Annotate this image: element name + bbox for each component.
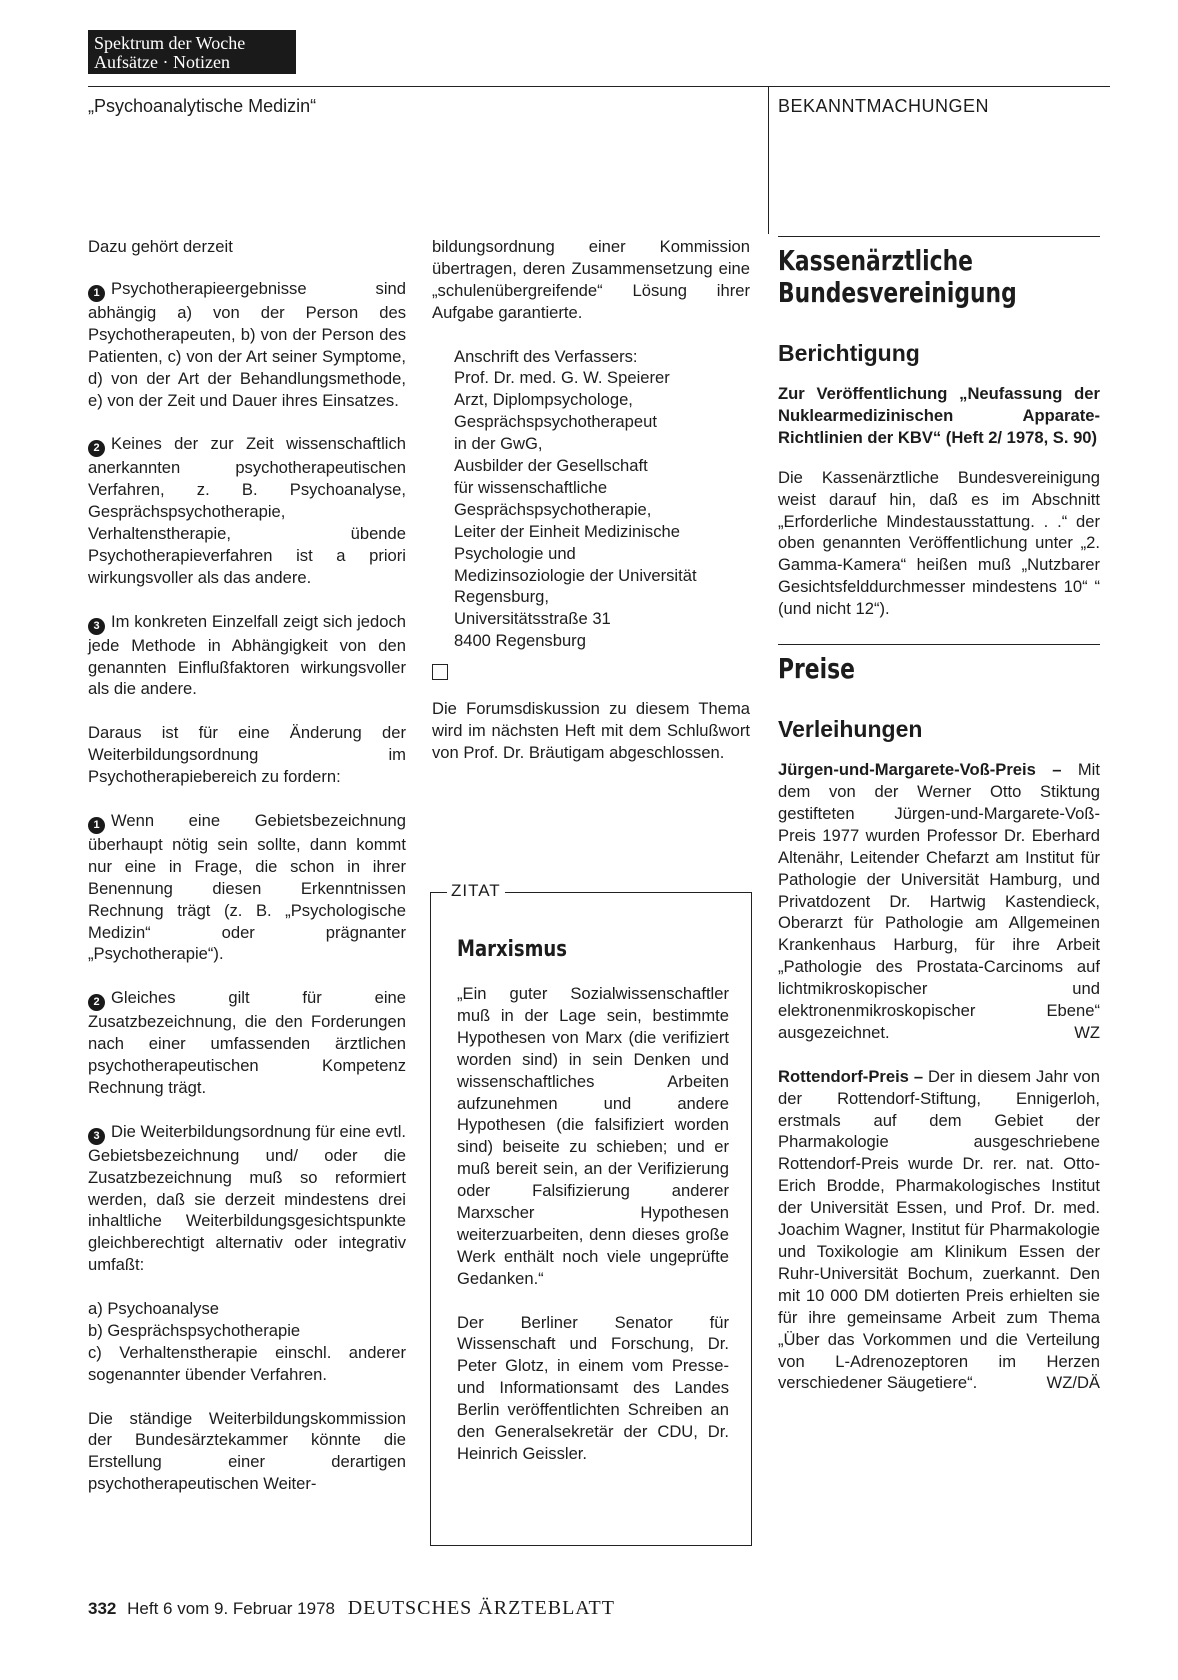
prize-entry [778,759,1100,1044]
item-text: Gleiches gilt für eine Zusatzbezeichnung, die den Forderungen nach einer umfassenden ärztlichen psychotherapeutischen Kompetenz Rechnung trägt. [88,988,406,1097]
section-rule [778,236,1100,237]
address-line: Gesprächspsychotherapie, [454,499,652,519]
address-line: 8400 Regensburg [454,631,586,651]
berichtigung-lead: Zur Veröffentlichung „Neufassung der Nuklearmedizinischen Apparate-Richtlinien der KBV“ (Heft 2/ 1978, S. 90) [778,384,1100,447]
prize-signature: WZ/DÄ [1046,1373,1100,1393]
column-1 [88,236,406,1517]
address-line: Ausbilder der Gesellschaft [454,456,648,476]
quote-source: Der Berliner Senator für Wissenschaft und Forschung, Dr. Peter Glotz, in einem vom Presse- und Informationsamt des Landes Berlin veröffentlichten Schreiben an den Generalsekretär der CDU, Dr. Heinrich Geissler. [457,1312,729,1464]
list-item [88,810,406,965]
method-item: b) Gesprächspsychotherapie [88,1320,301,1340]
prize-name: Rottendorf-Preis – [778,1066,924,1086]
quote-text: „Ein guter Sozialwissenschaftler muß in der Lage sein, bestimmte Hypothesen von Marx (die verifiziert worden sind) in sein Denken und wissenschaftliches Arbeiten aufzunehmen und andere Hypothesen (die falsifiziert worden sind) beiseite zu schieben; und er muß bereit sein, an der Verifizierung oder Falsifizierung anderer Marxscher Hypothesen weiterzuarbeiten, denn dieses große Werk enthält noch viele ungeprüfte Gedanken.“ [457,984,729,1288]
number-bullet: 1 [88,285,105,302]
list-item [88,1121,406,1276]
berichtigung-heading: Berichtigung [778,340,920,366]
closing-text: Die ständige Weiterbildungskommission der Bundesärztekammer könnte die Erstellung einer derartigen psychotherapeutischen Weiter- [88,1408,406,1494]
transition-text: Daraus ist für eine Änderung der Weiterbildungsordnung im Psychotherapiebereich zu fordern: [88,723,406,787]
end-square-icon [432,664,448,680]
quote-title: Marxismus [457,937,567,962]
topic-title: „Psychoanalytische Medizin“ [88,96,317,116]
header-rule [88,86,1110,87]
verleihungen-heading: Verleihungen [778,716,923,743]
method-item: a) Psychoanalyse [88,1299,219,1319]
list-item [88,611,406,701]
list-item [88,987,406,1099]
number-bullet: 1 [88,817,105,834]
list-item [88,433,406,588]
list-item [88,278,406,412]
address-line: Arzt, Diplompsychologe, [454,390,633,410]
method-list [88,1298,406,1386]
prize-text: Mit dem von der Werner Otto Stiktung gestifteten Jürgen-und-Margarete-Voß-Preis 1977 wurden Professor Dr. Eberhard Altenähr, Leitender Chefarzt am Institut für Pathologie der Universität Hamburg, und Privatdozent Dr. Hartwig Kastendieck, Oberarzt für Pathologie am Allgemeinen Krankenhaus Harburg, für ihre Arbeit „Pathologie des Prostata-Carcinoms auf lichtmikroskopischer und elektronenmikroskopischer Ebene“ ausgezeichnet. [778,760,1100,1042]
item-text: Die Weiterbildungsordnung für eine evtl. Gebietsbezeichnung und/ oder die Zusatzbezeichnung muß so reformiert werden, daß sie derzeit mindestens drei inhaltliche Weiterbildungsgesichtspunkte gleichberechtigt alternativ oder integrativ umfaßt: [88,1121,406,1275]
address-line: Prof. Dr. med. G. W. Speierer [454,368,670,388]
forum-note: Die Forumsdiskussion zu diesem Thema wird im nächsten Heft mit dem Schlußwort von Prof. Dr. Bräutigam abgeschlossen. [432,699,750,763]
issue-info: Heft 6 vom 9. Februar 1978 [127,1599,335,1618]
number-bullet: 3 [88,1128,105,1145]
number-bullet: 3 [88,618,105,635]
prize-signature: WZ [1074,1022,1100,1042]
item-text: Im konkreten Einzelfall zeigt sich jedoch jede Methode in Abhängigkeit von den genannten Einflußfaktoren wirkungsvoller als die andere. [88,611,406,699]
address-line: für wissenschaftliche [454,477,608,497]
method-item: c) Verhaltenstherapie einschl. anderer sogenannter übender Verfahren. [88,1342,406,1384]
prize-name: Jürgen-und-Margarete-Voß-Preis – [778,760,1062,780]
announcements-title: BEKANNTMACHUNGEN [778,96,990,116]
magazine-name: DEUTSCHES ÄRZTEBLATT [347,1597,615,1619]
item-text: Wenn eine Gebietsbezeichnung überhaupt nötig sein sollte, dann kommt nur eine in Frage, die schon in ihrer Benennung diesen Erkenntnissen Rechnung trägt (z. B. „Psychologische Medizin“ oder prägnanter „Psychotherapie“). [88,810,406,964]
address-line: Anschrift des Verfassers: [454,346,638,366]
berichtigung-text: Die Kassenärztliche Bundesvereinigung weist darauf hin, daß es im Abschnitt „Erforderliche Mindestausstattung. . .“ der oben genannten Veröffentlichung unter „2. Gamma-Kamera“ heißen muß „Nutzbarer Gesichtsfelddurchmesser mindestens 10“ “ (und nicht 12“). [778,467,1100,619]
column-3 [778,236,1100,1416]
page-footer [88,1597,615,1620]
address-line: in der GwG, [454,434,543,454]
item-text: Keines der zur Zeit wissenschaftlich anerkannten psychotherapeutischen Verfahren, z. B. Psychoanalyse, Gesprächspsychotherapie, Verhaltenstherapie, übende Psychotherapieverfahren ist a priori wirkungsvoller als das andere. [88,434,406,587]
intro-text: Dazu gehört derzeit [88,237,233,256]
kbv-heading-line2: Bundesvereinigung [778,276,1017,309]
number-bullet: 2 [88,994,105,1011]
prize-entry [778,1066,1100,1395]
address-line: Psychologie und [454,543,576,563]
kbv-heading-line1: Kassenärztliche [778,244,973,277]
address-line: Universitätsstraße 31 [454,609,611,629]
quote-body [457,983,729,1487]
section-label-line2: Aufsätze · Notizen [94,52,230,72]
section-rule [778,644,1100,645]
prize-text: Der in diesem Jahr von der Rottendorf-Stiftung, Ennigerloh, erstmals auf dem Gebiet der Pharmakologie ausgeschriebene Rottendorf-Preis wurde Dr. rer. nat. Otto-Erich Brodde, Pharmakologisches Institut der Universität Essen, und Prof. Dr. med. Joachim Wagner, Institut für Pharmakologie und Toxikologie am Klinikum Essen der Ruhr-Universität Bochum, zuerkannt. Den mit 10 000 DM dotierten Preis erhielten sie für ihre gemeinsame Arbeit zum Thema „Über das Vorkommen und die Verteilung von L-Adrenozeptoren im Herzen verschiedener Säugetiere“. [778,1066,1101,1393]
quote-label: ZITAT [447,881,505,901]
address-line: Leiter der Einheit Medizinische [454,521,680,541]
address-line: Gesprächspsychotherapeut [454,412,657,432]
column-2 [432,236,750,786]
header-divider [768,86,769,234]
number-bullet: 2 [88,440,105,457]
address-line: Regensburg, [454,587,550,607]
continuation-text: bildungsordnung einer Kommission übertragen, deren Zusammensetzung eine „schulenübergreifende“ Lösung ihrer Aufgabe garantierte. [432,237,750,322]
address-line: Medizinsoziologie der Universität [454,565,697,585]
item-text: Psychotherapieergebnisse sind abhängig a) von der Person des Psychotherapeuten, b) von der Person des Patienten, c) von der Art seiner Symptome, d) von der Art der Behandlungsmethode, e) von der Zeit und Dauer ihres Einsatzes. [88,278,406,410]
section-label [88,30,296,74]
author-address [454,346,750,653]
preise-heading: Preise [778,652,855,686]
section-label-line1: Spektrum der Woche [94,33,246,53]
page-number: 332 [88,1599,117,1618]
quote-box [430,881,752,1546]
